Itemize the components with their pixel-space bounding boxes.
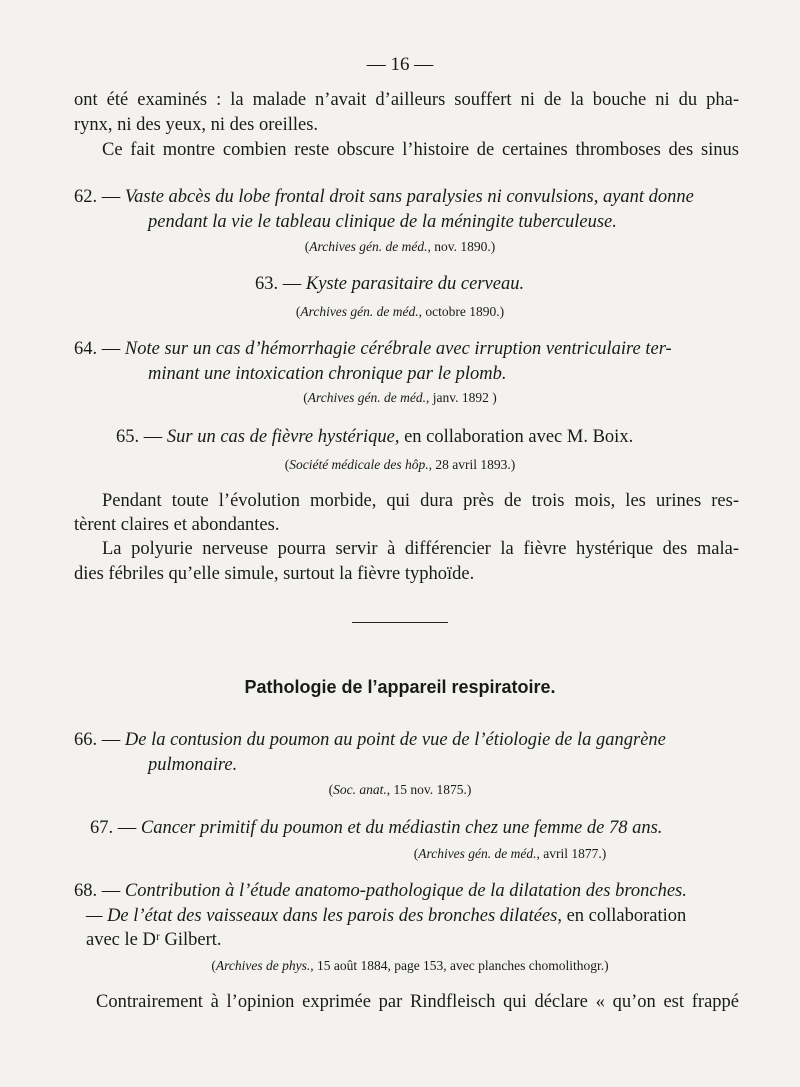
entry-68 xyxy=(74,879,739,903)
entry-title: Kyste parasitaire du cerveau. xyxy=(305,274,525,294)
source-date: , 15 août 1884, page 153, avec planches chomolithogr. xyxy=(310,958,605,973)
source-journal: Archives de phys. xyxy=(215,958,311,973)
source-date: , 15 nov. 1875. xyxy=(386,782,467,797)
entry-source: (Société médicale des hôp., 28 avril 1893.) xyxy=(284,457,516,472)
source-journal: Archives gén. de méd. xyxy=(300,304,419,319)
entry-64 xyxy=(74,337,739,361)
entry-number: 65. — xyxy=(116,427,163,447)
paragraph-line: Pendant toute l’évolution morbide, qui dura près de trois mois, les urines res- xyxy=(102,491,739,511)
source-date: , nov. 1890. xyxy=(427,239,491,254)
entry-title: De la contusion du poumon au point de vue de l’étiologie de la gangrène xyxy=(124,730,666,750)
source-date: , avril 1877. xyxy=(536,846,602,861)
entry-source: (Archives gén. de méd., avril 1877.) xyxy=(413,846,607,861)
source-date: , janv. 1892 xyxy=(426,390,489,405)
source-journal: Soc. anat. xyxy=(333,782,387,797)
source-date: , 28 avril 1893. xyxy=(428,457,511,472)
paragraph-line: La polyurie nerveuse pourra servir à différencier la fièvre hystérique des mala- xyxy=(102,539,739,559)
entry-title-cont: minant une intoxication chronique par le plomb. xyxy=(148,364,507,384)
paragraph-line: Contrairement à l’opinion exprimée par Rindfleisch qui déclare « qu’on est frappé xyxy=(96,992,739,1012)
entry-source: (Archives gén. de méd., nov. 1890.) xyxy=(304,239,496,254)
entry-number: 68. — xyxy=(74,881,121,901)
entry-title: Cancer primitif du poumon et du médiastin chez une femme de 78 ans. xyxy=(140,818,663,838)
entry-source: (Soc. anat., 15 nov. 1875.) xyxy=(328,782,472,797)
entry-62 xyxy=(74,185,739,209)
source-journal: Archives gén. de méd. xyxy=(309,239,428,254)
entry-number: 66. — xyxy=(74,730,121,750)
entry-source: (Archives gén. de méd., janv. 1892 ) xyxy=(303,390,497,405)
entry-63 xyxy=(255,272,800,296)
section-heading: Pathologie de l’appareil respiratoire. xyxy=(244,677,556,697)
entry-65 xyxy=(116,425,781,449)
source-journal: Archives gén. de méd. xyxy=(307,390,427,405)
source-journal: Archives gén. de méd. xyxy=(418,846,537,861)
entry-source: (Archives de phys., 15 août 1884, page 153, avec planches chomolithogr.) xyxy=(211,958,609,973)
entry-subtitle: — De l’état des vaisseaux dans les parois des bronches dilatées xyxy=(86,906,558,926)
entry-number: 62. — xyxy=(74,187,121,207)
entry-title: Vaste abcès du lobe frontal droit sans paralysies ni convulsions, ayant donne xyxy=(124,187,694,207)
page-number: — 16 — xyxy=(366,54,434,75)
entry-title-cont: pulmonaire. xyxy=(148,755,238,775)
entry-title: Contribution à l’étude anatomo-pathologique de la dilatation des bronches. xyxy=(124,881,687,901)
entry-collab: , en collaboration xyxy=(557,906,687,926)
source-date: , octobre 1890. xyxy=(418,304,500,319)
entry-title-rest: , en collaboration avec M. Boix. xyxy=(394,427,634,447)
entry-number: 64. — xyxy=(74,339,121,359)
paragraph-line: tèrent claires et abondantes. xyxy=(74,515,280,535)
entry-title-cont xyxy=(86,904,751,928)
entry-title: Sur un cas de fièvre hystérique xyxy=(166,427,395,447)
paragraph-line: ont été examinés : la malade n’avait d’ailleurs souffert ni de la bouche ni du pha- xyxy=(74,90,739,110)
entry-number: 63. — xyxy=(255,274,302,294)
entry-66 xyxy=(74,728,739,752)
paragraph-line: rynx, ni des yeux, ni des oreilles. xyxy=(74,115,319,135)
entry-number: 67. — xyxy=(90,818,137,838)
entry-title: Note sur un cas d’hémorrhagie cérébrale avec irruption ventriculaire ter- xyxy=(124,339,672,359)
entry-title-cont: avec le Dʳ Gilbert. xyxy=(86,930,222,950)
paragraph-line: dies fébriles qu’elle simule, surtout la fièvre typhoïde. xyxy=(74,564,475,584)
source-journal: Société médicale des hôp. xyxy=(289,457,429,472)
entry-title-cont: pendant la vie le tableau clinique de la méningite tuberculeuse. xyxy=(148,212,617,232)
paragraph-line: Ce fait montre combien reste obscure l’histoire de certaines thromboses des sinus xyxy=(102,140,739,160)
entry-67 xyxy=(90,816,755,840)
entry-source: (Archives gén. de méd., octobre 1890.) xyxy=(295,304,505,319)
section-divider xyxy=(352,622,448,623)
